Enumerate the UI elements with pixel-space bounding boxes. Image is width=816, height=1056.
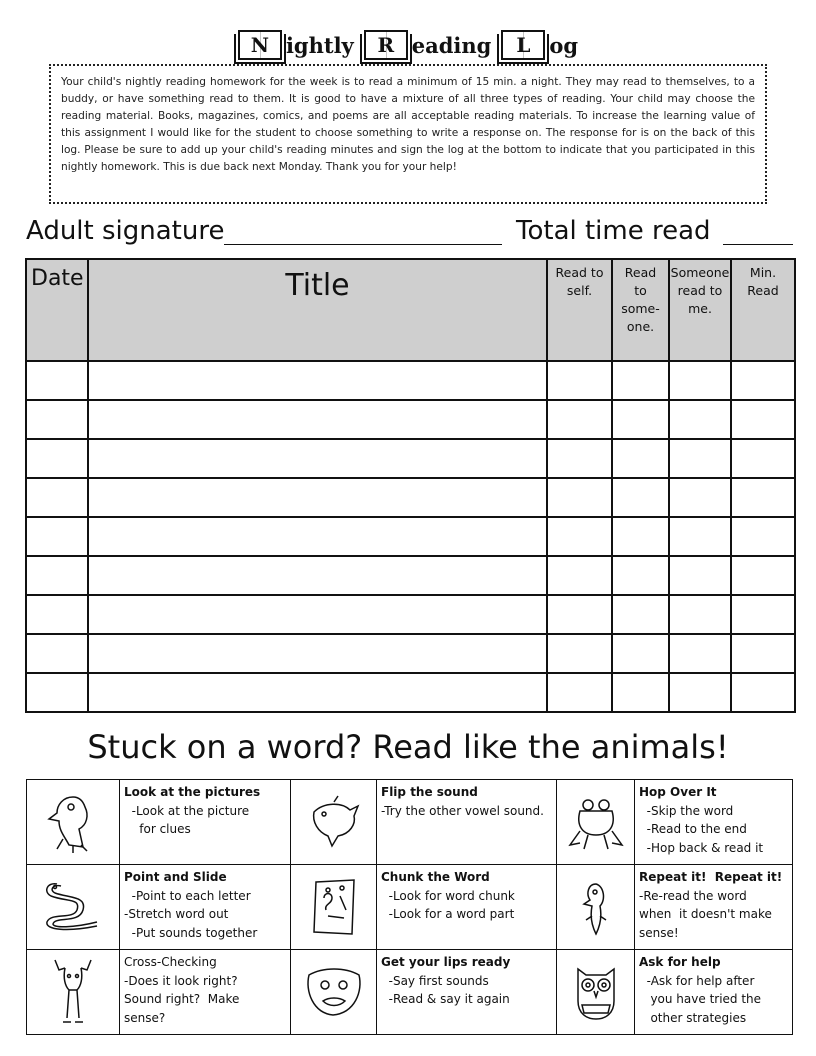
cell-someone[interactable] (612, 439, 669, 478)
cell-date[interactable] (26, 634, 88, 673)
strategy-picture (291, 780, 377, 865)
cell-self[interactable] (547, 556, 612, 595)
strategy-picture (557, 780, 635, 865)
cell-date[interactable] (26, 595, 88, 634)
cell-title[interactable] (88, 400, 547, 439)
cell-self[interactable] (547, 517, 612, 556)
table-row (26, 634, 795, 673)
cell-title[interactable] (88, 517, 547, 556)
cell-min[interactable] (731, 517, 795, 556)
strategy-chunk-the-word: Chunk the Word -Look for word chunk -Look for a word part (377, 865, 557, 950)
cell-someone-me[interactable] (669, 361, 731, 400)
cell-min[interactable] (731, 478, 795, 517)
strategy-get-your-lips-ready: Get your lips ready -Say first sounds -Read & say it again (377, 950, 557, 1035)
column-header-read-to-someone: Read to some- one. (612, 259, 669, 361)
column-header-title: Title (88, 259, 547, 361)
cell-self[interactable] (547, 673, 612, 712)
reading-strategies-grid (26, 779, 793, 1035)
cell-someone-me[interactable] (669, 673, 731, 712)
cell-date[interactable] (26, 478, 88, 517)
cell-self[interactable] (547, 595, 612, 634)
strategy-point-and-slide: Point and Slide -Point to each letter -Stretch word out -Put sounds together (120, 865, 291, 950)
cell-date[interactable] (26, 556, 88, 595)
strategy-picture (291, 865, 377, 950)
strategy-repeat-it: Repeat it! Repeat it! -Re-read the word when it doesn't make sense! (635, 865, 793, 950)
strategy-picture (27, 950, 120, 1035)
table-row (26, 556, 795, 595)
cell-someone-me[interactable] (669, 478, 731, 517)
parrot-icon (576, 876, 616, 938)
title-word-log: L og (501, 30, 578, 60)
table-row (26, 478, 795, 517)
cell-someone[interactable] (612, 556, 669, 595)
cell-someone-me[interactable] (669, 556, 731, 595)
cell-title[interactable] (88, 439, 547, 478)
cell-self[interactable] (547, 400, 612, 439)
cell-min[interactable] (731, 634, 795, 673)
cell-title[interactable] (88, 478, 547, 517)
cell-date[interactable] (26, 517, 88, 556)
snake-icon (37, 876, 109, 938)
table-row (26, 400, 795, 439)
cell-title[interactable] (88, 361, 547, 400)
strategy-picture (557, 865, 635, 950)
strategy-look-at-pictures: Look at the pictures -Look at the picture for clues (120, 780, 291, 865)
book-initial-box: N (238, 30, 282, 60)
table-row (26, 595, 795, 634)
cell-someone-me[interactable] (669, 517, 731, 556)
table-row (26, 517, 795, 556)
strategy-cross-checking: Cross-Checking -Does it look right? Sound right? Make sense? (120, 950, 291, 1035)
total-time-label: Total time read (516, 216, 711, 246)
table-row (26, 673, 795, 712)
cell-min[interactable] (731, 595, 795, 634)
cell-title[interactable] (88, 595, 547, 634)
column-header-someone-read-to-me: Someone read to me. (669, 259, 731, 361)
signature-row (26, 216, 794, 252)
frog-icon (566, 791, 626, 853)
cell-title[interactable] (88, 556, 547, 595)
cell-title[interactable] (88, 634, 547, 673)
cell-someone-me[interactable] (669, 439, 731, 478)
title-word-reading: R eading (364, 30, 492, 60)
reading-log-table (25, 258, 796, 713)
cell-someone[interactable] (612, 361, 669, 400)
cell-someone[interactable] (612, 400, 669, 439)
cell-date[interactable] (26, 439, 88, 478)
cell-self[interactable] (547, 439, 612, 478)
cell-min[interactable] (731, 673, 795, 712)
table-row (26, 361, 795, 400)
cell-someone[interactable] (612, 517, 669, 556)
cell-someone[interactable] (612, 673, 669, 712)
instructions-box: Your child's nightly reading homework for the week is to read a minimum of 15 min. a night. They may read to themselves, to a buddy, or have something read to them. It is good to have a mixture of all three types of reading. Your child may choose the reading material. Books, magazines, comics, and poems are all acceptable reading materials. To increase the learning value of this assignment I would like for the student to choose something to write a response on. The response for is on the back of this log. Please be sure to add up your child's reading minutes and sign the log at the bottom to indicate that you participated in this nightly homework. This is due back next Monday. Thank you for your help! (49, 64, 767, 204)
moose-icon (49, 956, 97, 1028)
strategy-flip-the-sound: Flip the sound -Try the other vowel sound. (377, 780, 557, 865)
cell-someone-me[interactable] (669, 595, 731, 634)
cell-someone-me[interactable] (669, 634, 731, 673)
cell-someone[interactable] (612, 595, 669, 634)
title-word-nightly: N ightly (238, 30, 354, 60)
cell-date[interactable] (26, 361, 88, 400)
strategy-picture (27, 865, 120, 950)
cell-date[interactable] (26, 400, 88, 439)
strategy-row (27, 780, 793, 865)
cell-self[interactable] (547, 361, 612, 400)
cell-min[interactable] (731, 400, 795, 439)
page-title (0, 14, 816, 60)
table-row (26, 439, 795, 478)
cell-date[interactable] (26, 673, 88, 712)
column-header-read-to-self: Read to self. (547, 259, 612, 361)
cell-min[interactable] (731, 361, 795, 400)
strategy-row (27, 950, 793, 1035)
cell-self[interactable] (547, 634, 612, 673)
strategy-hop-over-it: Hop Over It -Skip the word -Read to the end -Hop back & read it (635, 780, 793, 865)
column-header-date: Date (26, 259, 88, 361)
strategy-picture (27, 780, 120, 865)
fish-icon (303, 961, 365, 1023)
strategy-ask-for-help: Ask for help -Ask for help after you have tried the other strategies (635, 950, 793, 1035)
cell-min[interactable] (731, 556, 795, 595)
strategies-heading: Stuck on a word? Read like the animals! (87, 728, 729, 766)
cell-self[interactable] (547, 478, 612, 517)
chunky-monkey-icon (304, 874, 364, 940)
owl-icon (568, 961, 624, 1023)
adult-signature-field[interactable] (224, 216, 502, 245)
cell-someone-me[interactable] (669, 400, 731, 439)
book-initial-box: L (501, 30, 545, 60)
cell-someone[interactable] (612, 478, 669, 517)
strategy-picture (291, 950, 377, 1035)
strategy-picture (557, 950, 635, 1035)
strategy-row (27, 865, 793, 950)
book-initial-box: R (364, 30, 408, 60)
column-header-min-read: Min. Read (731, 259, 795, 361)
total-time-field[interactable] (723, 216, 793, 245)
cell-title[interactable] (88, 673, 547, 712)
dolphin-icon (304, 792, 364, 852)
cell-min[interactable] (731, 439, 795, 478)
cell-someone[interactable] (612, 634, 669, 673)
table-header-row (26, 259, 795, 361)
eagle-icon (43, 789, 103, 855)
adult-signature-label: Adult signature (26, 216, 225, 246)
